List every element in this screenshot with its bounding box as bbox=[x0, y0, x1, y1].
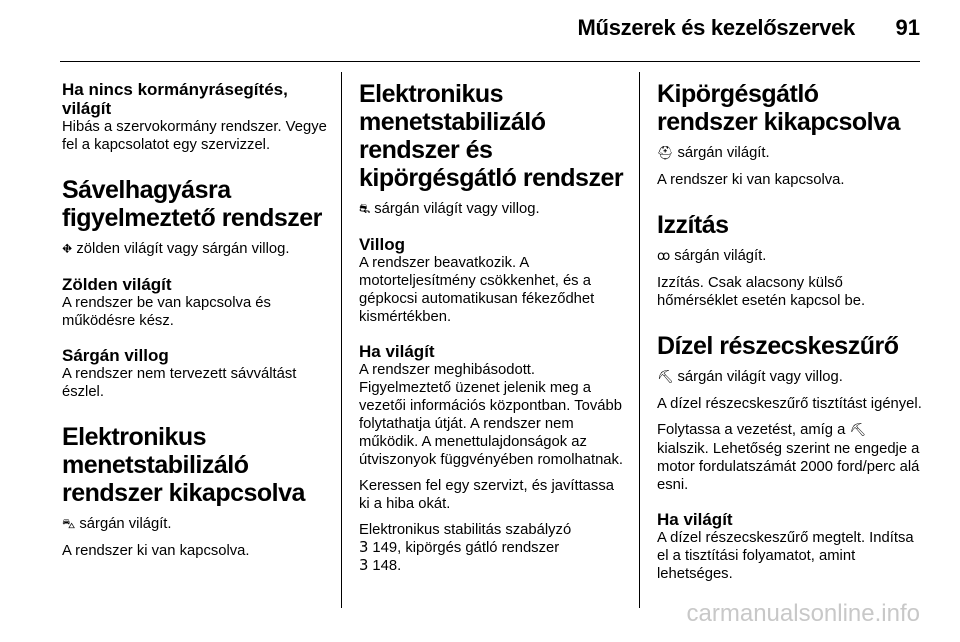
lane-departure-icon: ⛖ bbox=[62, 242, 73, 257]
dpf-lit-heading: Ha világít bbox=[657, 510, 733, 529]
tc-off-text: A rendszer ki van kapcsolva. bbox=[657, 172, 845, 188]
yellow-text: A rendszer nem tervezett sávváltást észlel. bbox=[62, 366, 297, 400]
esc-off-intro-line bbox=[62, 515, 334, 534]
page-number: 91 bbox=[895, 15, 920, 40]
glow-plug-icon: ꝏ bbox=[657, 249, 671, 264]
dpf-lit-text: A dízel részecskeszűrő megtelt. Indítsa el a tisztítási folyamatot, amint lehetséges. bbox=[657, 530, 914, 582]
esc-off-icon: ⛍ bbox=[62, 517, 76, 532]
flash-heading: Villog bbox=[359, 235, 405, 254]
yellow-heading: Sárgán villog bbox=[62, 346, 169, 365]
ref-line-3: 148. bbox=[372, 558, 402, 574]
lane-intro-line bbox=[62, 240, 334, 259]
diesel-filter-icon: ⛏ bbox=[849, 423, 866, 438]
dpf-heading: Dízel részecskeszűrő bbox=[657, 332, 899, 360]
dpf-text-1: A dízel részecskeszűrő tisztítást igényel. bbox=[657, 396, 922, 412]
ref-text: Elektronikus stabilitás szabályzó bbox=[359, 522, 572, 538]
header-title: Műszerek és kezelőszervek bbox=[577, 15, 855, 40]
watermark: carmanualsonline.info bbox=[686, 600, 920, 627]
esc-off-text: A rendszer ki van kapcsolva. bbox=[62, 543, 250, 559]
lane-intro: zölden világít vagy sárgán villog. bbox=[76, 241, 290, 257]
esc-off-heading: Elektronikus menetstabilizáló rendszer kikapcsolva bbox=[62, 423, 305, 507]
esc-heading: Elektronikus menetstabilizáló rendszer és kipörgésgátló rendszer bbox=[359, 80, 624, 192]
dpf-text-2a: Folytassa a vezetést, amíg a bbox=[657, 422, 846, 438]
column-1 bbox=[62, 80, 334, 560]
column-divider-1 bbox=[341, 72, 342, 608]
dpf-text-2 bbox=[657, 421, 925, 494]
column-3 bbox=[657, 80, 925, 583]
lit-text: A rendszer meghibásodott. Figyelmeztető üzenet jelenik meg a vezetői információs központban. Tovább folytathatja útját. A rendszer nem működik. A menettulajdonságok az útviszonyok függvényében romolhatnak. bbox=[359, 362, 624, 468]
lit-heading: Ha világít bbox=[359, 342, 435, 361]
glow-heading: Izzítás bbox=[657, 211, 729, 239]
flash-text: A rendszer beavatkozik. A motorteljesítmény csökkenhet, és a gépkocsi automatikusan fékeződhet kismértékben. bbox=[359, 255, 595, 325]
green-heading: Zölden világít bbox=[62, 275, 172, 294]
dpf-intro-line bbox=[657, 368, 925, 387]
ref-line-2: 149, kipörgés gátló rendszer bbox=[372, 540, 560, 556]
glow-intro: sárgán világít. bbox=[674, 248, 767, 264]
glow-text: Izzítás. Csak alacsony külső hőmérséklet esetén kapcsol be. bbox=[657, 275, 866, 309]
traction-off-icon: ⛑ bbox=[657, 146, 674, 161]
glow-intro-line bbox=[657, 247, 925, 266]
column-2 bbox=[359, 80, 627, 575]
esc-intro: sárgán világít vagy villog. bbox=[374, 201, 540, 217]
dpf-intro: sárgán világít vagy villog. bbox=[677, 369, 843, 385]
header-divider bbox=[60, 61, 920, 62]
lit-text-2: Keressen fel egy szervizt, és javíttassa ki a hiba okát. bbox=[359, 478, 614, 512]
page-ref-icon: 3 bbox=[359, 539, 369, 556]
steering-text: Hibás a szervokormány rendszer. Vegye fel a kapcsolatot egy szervizzel. bbox=[62, 119, 327, 153]
dpf-text-2b: kialszik. Lehetőség szerint ne engedje a motor fordulatszámát 2000 ford/perc alá esni. bbox=[657, 441, 920, 493]
tc-off-intro: sárgán világít. bbox=[677, 145, 770, 161]
column-divider-2 bbox=[639, 72, 640, 608]
tc-off-intro-line bbox=[657, 144, 925, 163]
esc-intro-line bbox=[359, 200, 627, 219]
steering-heading: Ha nincs kormányrásegítés, világít bbox=[62, 80, 288, 118]
lane-heading: Sávelhagyásra figyelmeztető rendszer bbox=[62, 176, 322, 232]
page-ref-icon: 3 bbox=[359, 557, 369, 574]
esc-off-intro: sárgán világít. bbox=[79, 516, 172, 532]
green-text: A rendszer be van kapcsolva és működésre kész. bbox=[62, 295, 271, 329]
diesel-filter-icon: ⛏ bbox=[657, 370, 674, 385]
tc-off-heading: Kipörgésgátló rendszer kikapcsolva bbox=[657, 80, 900, 136]
esc-icon: ⛐ bbox=[359, 202, 371, 217]
esc-reference bbox=[359, 521, 627, 575]
